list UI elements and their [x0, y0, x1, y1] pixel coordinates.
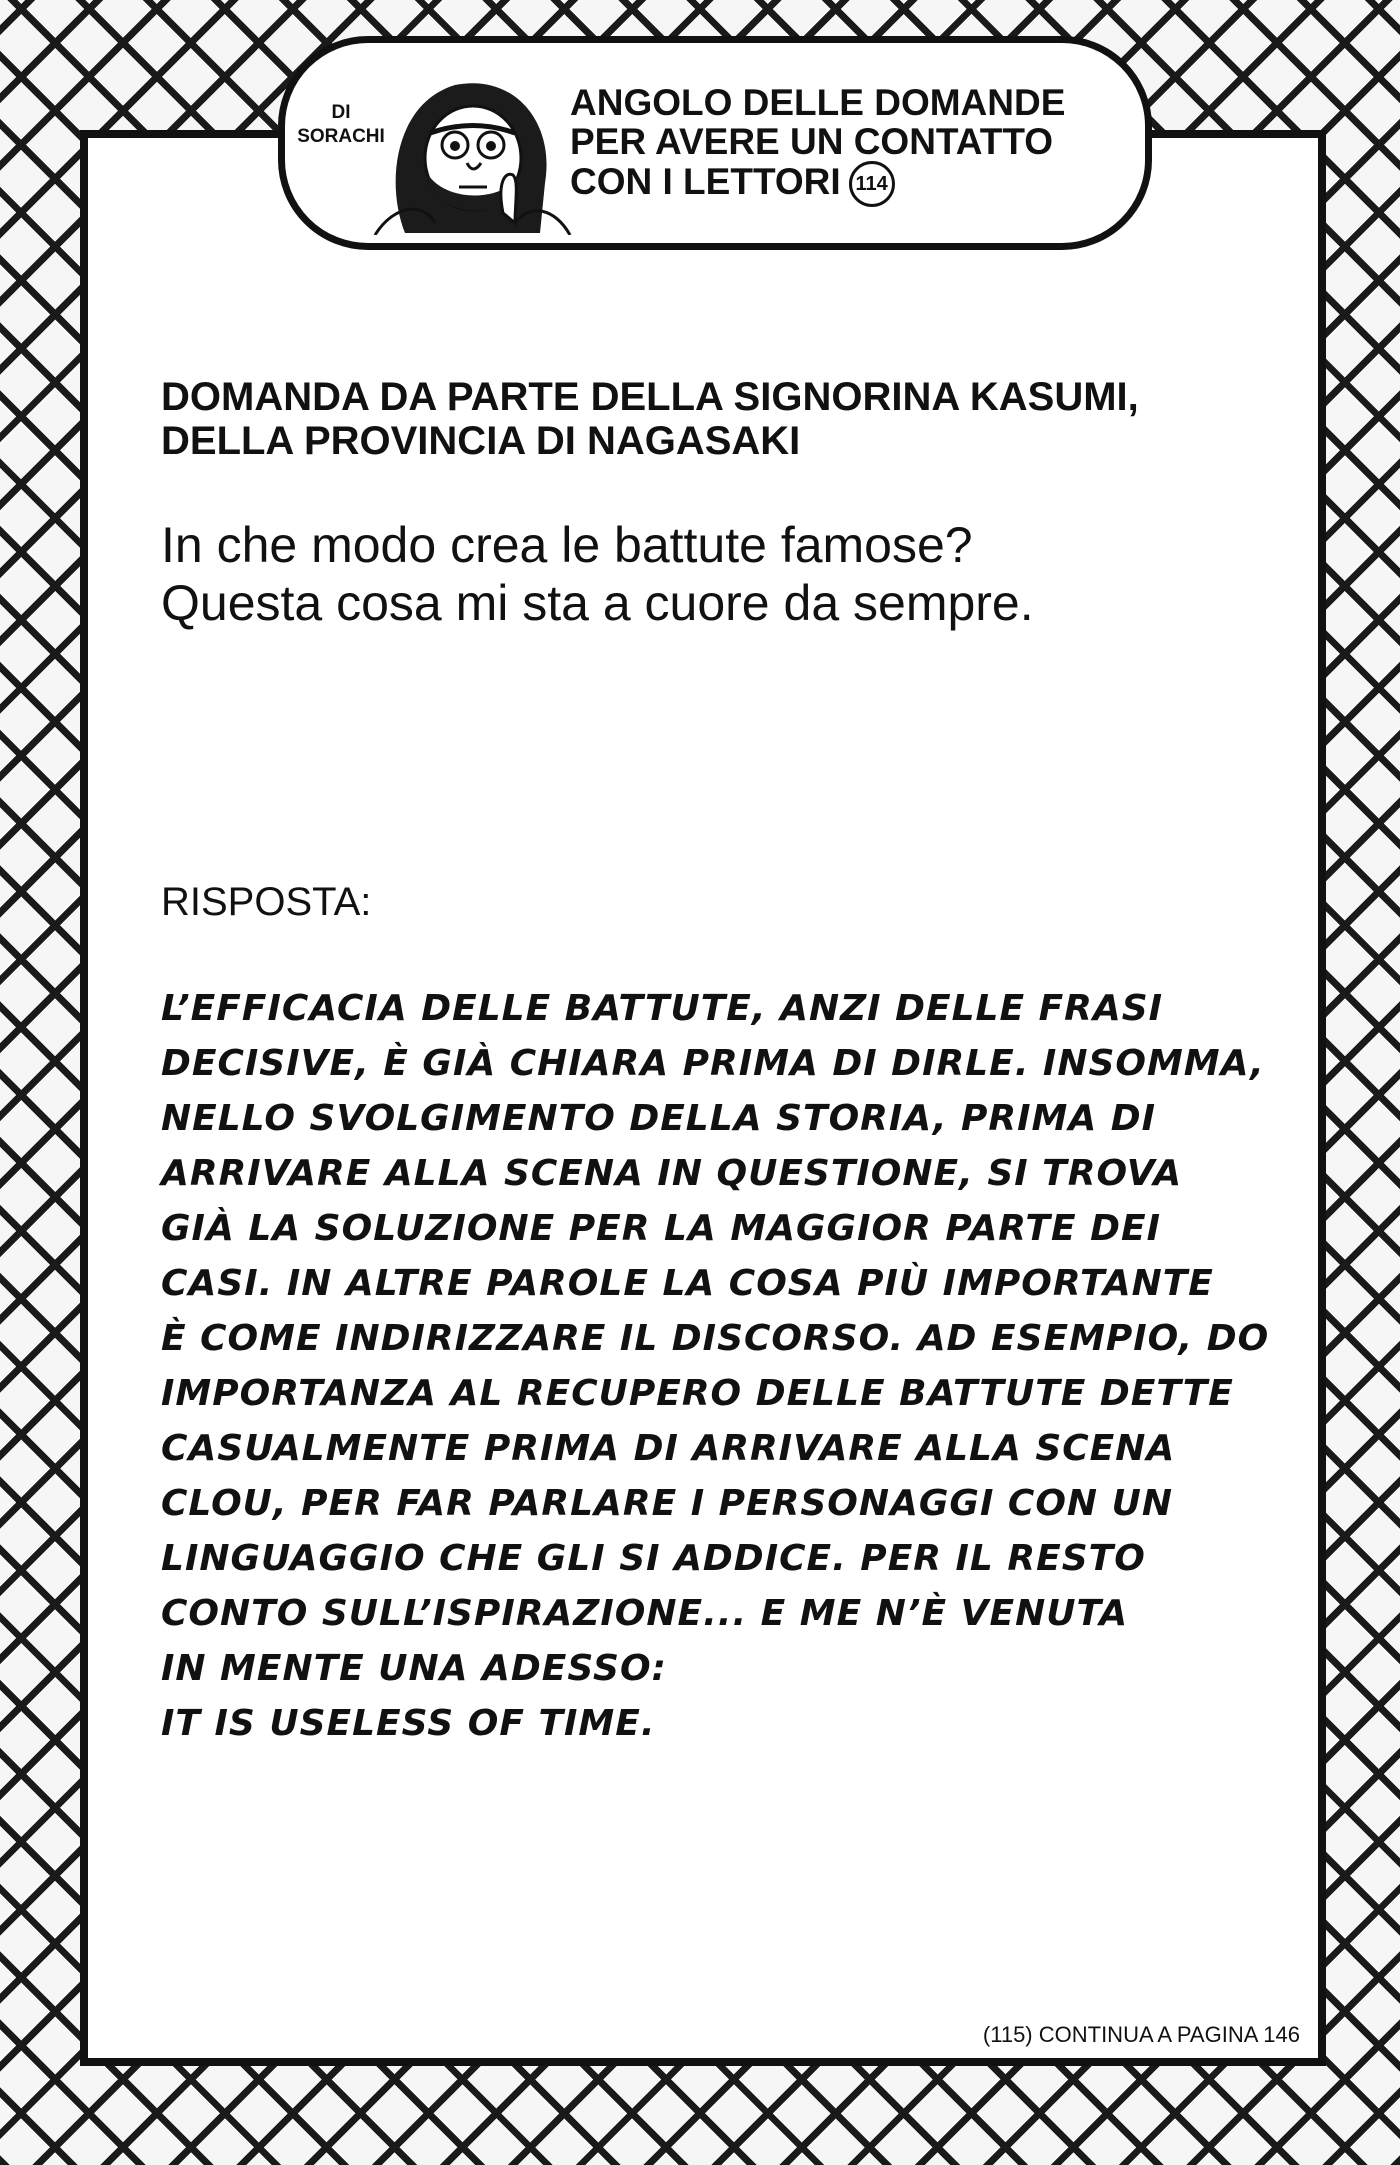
question-heading — [161, 375, 1281, 463]
question-line: Questa cosa mi sta a cuore da sempre. — [161, 575, 1034, 631]
answer-line: È COME INDIRIZZARE IL DISCORSO. AD ESEMPIO, DO — [161, 1318, 1270, 1359]
page-footer: (115) CONTINUA A PAGINA 146 — [982, 2022, 1300, 2047]
gorilla-icon — [355, 63, 575, 235]
answer-text — [161, 981, 1291, 1751]
answer-line: CASUALMENTE PRIMA DI ARRIVARE ALLA SCENA — [161, 1428, 1176, 1469]
title-line: CON I LETTORI 114 — [570, 161, 1130, 207]
answer-line: IN MENTE UNA ADESSO: — [161, 1648, 667, 1689]
column-header — [278, 36, 1152, 250]
number-badge: 114 — [849, 161, 895, 207]
answer-line: DECISIVE, È GIÀ CHIARA PRIMA DI DIRLE. INSOMMA, — [161, 1043, 1265, 1084]
answer-line: CASI. IN ALTRE PAROLE LA COSA PIÙ IMPORTANTE — [161, 1263, 1214, 1304]
answer-line: IMPORTANZA AL RECUPERO DELLE BATTUTE DETTE — [161, 1373, 1234, 1414]
content-panel — [80, 130, 1326, 2066]
answer-line: L’EFFICACIA DELLE BATTUTE, ANZI DELLE FRASI — [161, 988, 1164, 1029]
question-text — [161, 516, 1281, 632]
answer-label: RISPOSTA: — [161, 880, 372, 924]
answer-line: CLOU, PER FAR PARLARE I PERSONAGGI CON UN — [161, 1483, 1173, 1524]
question-heading-line: DELLA PROVINCIA DI NAGASAKI — [161, 419, 801, 463]
author-credit: DI SORACHI — [297, 102, 385, 147]
answer-line: LINGUAGGIO CHE GLI SI ADDICE. PER IL RESTO — [161, 1538, 1146, 1579]
question-heading-line: DOMANDA DA PARTE DELLA SIGNORINA KASUMI, — [161, 375, 1139, 419]
question-line: In che modo crea le battute famose? — [161, 517, 973, 573]
answer-line: IT IS USELESS OF TIME. — [161, 1703, 656, 1744]
title-line: ANGOLO DELLE DOMANDE — [570, 82, 1066, 123]
answer-line: NELLO SVOLGIMENTO DELLA STORIA, PRIMA DI — [161, 1098, 1157, 1139]
answer-line: CONTO SULL’ISPIRAZIONE... E ME N’È VENUTA — [161, 1593, 1129, 1634]
answer-line: GIÀ LA SOLUZIONE PER LA MAGGIOR PARTE DEI — [161, 1208, 1161, 1249]
column-title — [570, 83, 1130, 207]
title-line: PER AVERE UN CONTATTO — [570, 121, 1054, 162]
answer-line: ARRIVARE ALLA SCENA IN QUESTIONE, SI TROVA — [161, 1153, 1183, 1194]
